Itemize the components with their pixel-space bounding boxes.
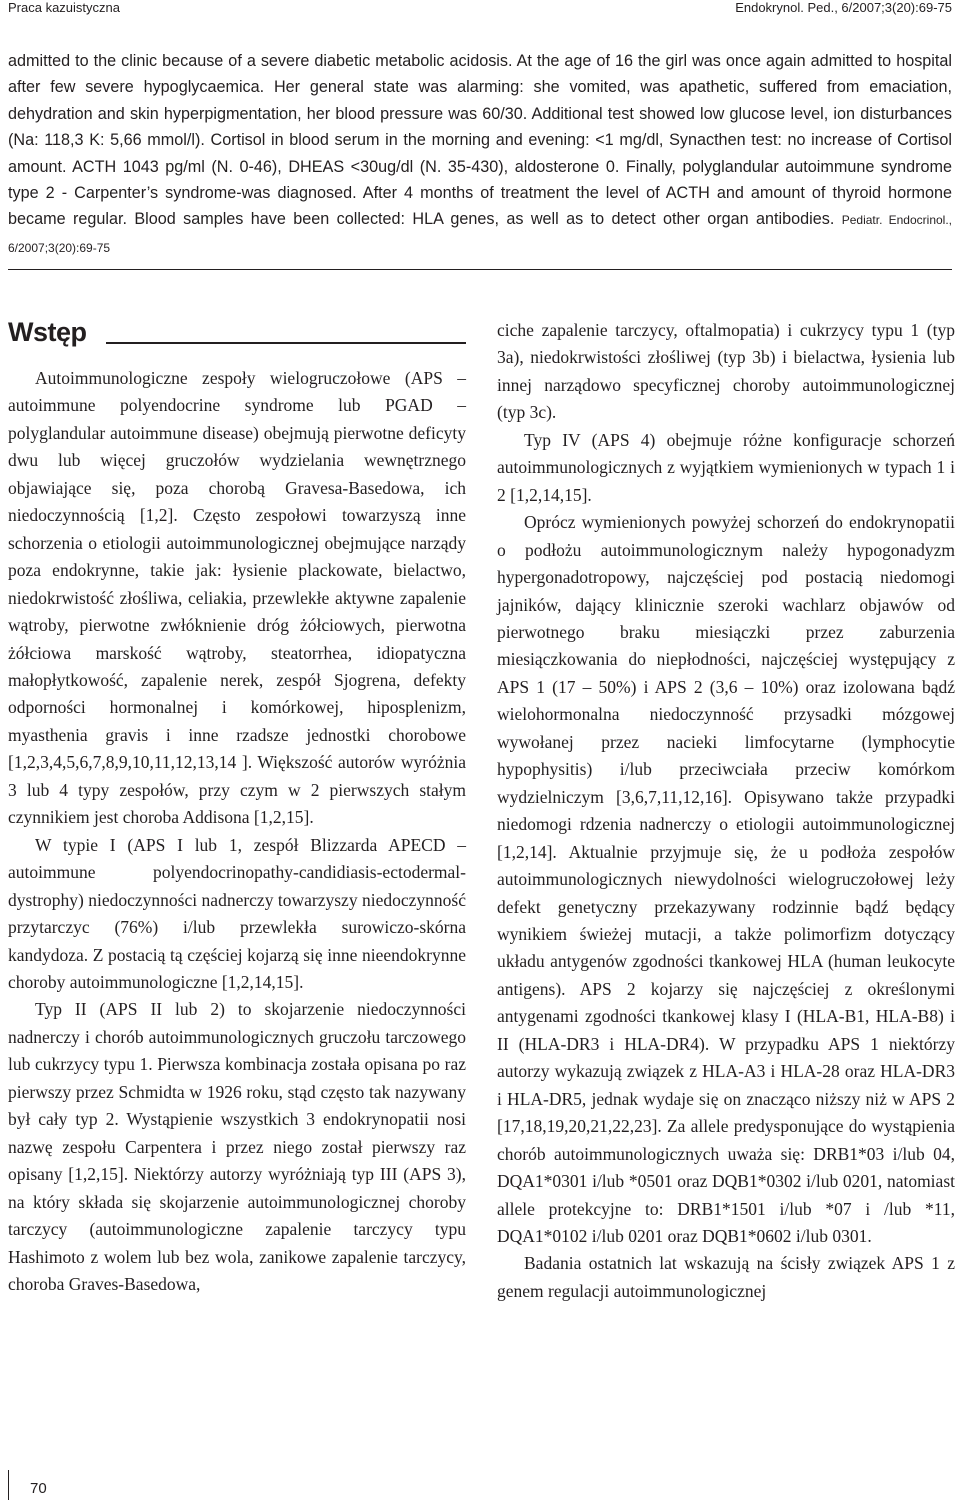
abstract-text: admitted to the clinic because of a severe diabetic metabolic acidosis. At the age of 16 the girl was once again admitted to hospital after few severe hypoglycaemica. Her general state was alarming: she vomited, was apathetic, suffered from emaciation, dehydration and skin hyperpigmentation, her blood pressure was 60/30. Additional test showed low glucose level, ion disturbances (Na: 118,3 K: 5,66 mmol/l). Cortisol in blood serum in the morning and evening: <1 mg/dl, Synacthen test: no increase of Cortisol amount. ACTH 1043 pg/ml (N. 0-46), DHEAS <30ug/dl (N. 35-430), aldosterone 0. Finally, polyglandular autoimmune syndrome type 2 - Carpenter’s syndrome-was diagnosed. After 4 months of treatment the level of ACTH and amount of thyroid hormone became regular. Blood samples have been collected: HLA genes, as well as to detect other organ antibodies. — [8, 52, 952, 229]
paragraph: Oprócz wymienionych powyżej schorzeń do endokrynopatii o podłożu autoimmunologicznym należy hypogonadyzm hypergonadotropowy, najczęściej pod postacią niedomogi jajników, dający klinicznie szeroki wachlarz objawów od pierwotnego braku miesiączki przez zaburzenia miesiączkowania do niepłodności, najczęściej występujący z APS 1 (17 – 50%) i APS 2 (3,6 – 10%) oraz izolowana bądź wielohormonalna niedoczynność przysadki mózgowej wywołanej przez nacieki limfocytarne (lymphocytie hypophysitis) i/lub przeciwciała przeciw komórkom wydzielniczym [3,6,7,11,12,16]. Opisywano także przypadki niedomogi rdzenia nadnerczy o etiologii autoimmunologicznej [1,2,14]. Aktualnie przyjmuje się, że u podłoża zespołów autoimmunologicznych niewydolności wielogruczołowej leży defekt genetyczny przekazywany rodzinnie bądź będący wynikiem świeżej mutacji, a także polimorfizm dotyczący układu antygenów zgodności tkankowej HLA (human leukocyte antigens). APS 2 kojarzy się najczęściej z określonymi antygenami zgodności tkankowej klasy I (HLA-B1, HLA-B8) i II (HLA-DR3 i HLA-DR4). W przypadku APS 1 niektórzy autorzy wykazują związek z HLA-A3 i HLA-28 oraz HLA-DR3 i HLA-DR5, jednak wydaje się on znacząco niższy niż w APS 2 [17,18,19,20,21,22,23]. Za allele predysponujące do wystąpienia chorób autoimmunologicznych uważa się: DRB1*03 i/lub 04, DQA1*0301 i/lub *0501 oraz DQB1*0302 i/lub 0201, natomiast allele protekcyjne to: DRB1*1501 i/lub *07 i /lub *11, DQA1*0102 i/lub 0201 oraz DQB1*0602 i/lub 0301. — [497, 512, 955, 1246]
running-head-journal: Endokrynol. Ped., 6/2007;3(20):69-75 — [735, 0, 952, 15]
paragraph: W typie I (APS I lub 1, zespół Blizzarda APECD – autoimmune polyendocrinopathy-candidiasis-ectodermal-dystrophy) niedoczynności nadnerczy towarzyszy niedoczynność przytarczyc (76%) i/lub przewlekła surowiczo-skórna kandydoza. Z postacią tą częściej kojarzą się inne nieendokrynne choroby autoimmunologiczne [1,2,14,15]. — [8, 834, 466, 992]
running-head-section: Praca kazuistyczna — [8, 0, 120, 15]
abstract — [8, 48, 952, 261]
heading-underline — [106, 342, 466, 344]
section-heading: Wstęp — [8, 317, 87, 347]
running-head — [8, 0, 952, 16]
separator-rule — [8, 269, 952, 270]
paragraph: ciche zapalenie tarczycy, oftalmopatia) i cukrzycy typu 1 (typ 3a), niedokrwistości złośliwej (typ 3b) i bielactwa, łysienia lub innej narządowo specyficznej choroby autoimmunologicznej (typ 3c). — [497, 320, 955, 423]
paragraph: Badania ostatnich lat wskazują na ścisły związek APS 1 z genem regulacji autoimmunologicznej — [497, 1253, 955, 1301]
paragraph: Autoimmunologiczne zespoły wielogruczołowe (APS – autoimmune polyendocrine syndrome lub PGAD – polyglandular autoimmune disease) obejmują pierwotne deficyty dwu lub więcej gruczołów wydzielania wewnętrznego objawiające się, poza chorobą Gravesa-Basedowa, ich niedoczynnością [1,2]. Często zespołowi towarzyszą inne schorzenia o etiologii autoimmunologicznej obejmujące narządy poza endokrynne, takie jak: łysienie plackowate, bielactwo, niedokrwistość złośliwa, celiakia, przewlekłe aktywne zapalenie wątroby, pierwotne zwłóknienie dróg żółciowych, pierwotna żółciowa marskość wątroby, steatorrhea, idiopatyczna małopłytkowość, zapalenie nerek, zespół Sjogrena, defekty odporności hormonalnej i komórkowej, hiposplenizm, myasthenia gravis i inne rzadsze jednostki chorobowe [1,2,3,4,5,6,7,8,9,10,11,12,13,14 ]. Większość autorów wyróżnia 3 lub 4 typy zespołów, przy czym w 2 pierwszych stałym czynnikiem jest choroba Addisona [1,2,15]. — [8, 368, 466, 828]
page-number: 70 — [30, 1480, 47, 1497]
right-column — [497, 317, 955, 1305]
left-column — [8, 317, 466, 1298]
margin-tick — [8, 1470, 9, 1500]
paragraph: Typ II (APS II lub 2) to skojarzenie niedoczynności nadnerczy i chorób autoimmunologicznych gruczołu tarczowego lub cukrzycy typu 1. Pierwsza kombinacja została opisana po raz pierwszy przez Schmidta w 1926 roku, stąd często tak nazywany był cały typ 2. Wystąpienie wszystkich 3 endokrynopatii nosi nazwę zespołu Carpentera i przez niego został pierwszy raz opisany [1,2,15]. Niektórzy autorzy wyróżniają typ III (APS 3), na który składa się skojarzenie autoimmunologicznej choroby tarczycy (autoimmunologiczne zapalenie tarczycy typu Hashimoto z wolem lub bez wola, zanikowe zapalenie tarczycy, choroba Graves-Basedowa, — [8, 999, 466, 1294]
section-heading-row — [8, 317, 466, 362]
paragraph: Typ IV (APS 4) obejmuje różne konfiguracje schorzeń autoimmunologicznych z wyjątkiem wymienionych w typach 1 i 2 [1,2,14,15]. — [497, 429, 955, 505]
abstract-citation: Pediatr. Endocrinol., 6/2007;3(20):69-75 — [8, 213, 952, 255]
